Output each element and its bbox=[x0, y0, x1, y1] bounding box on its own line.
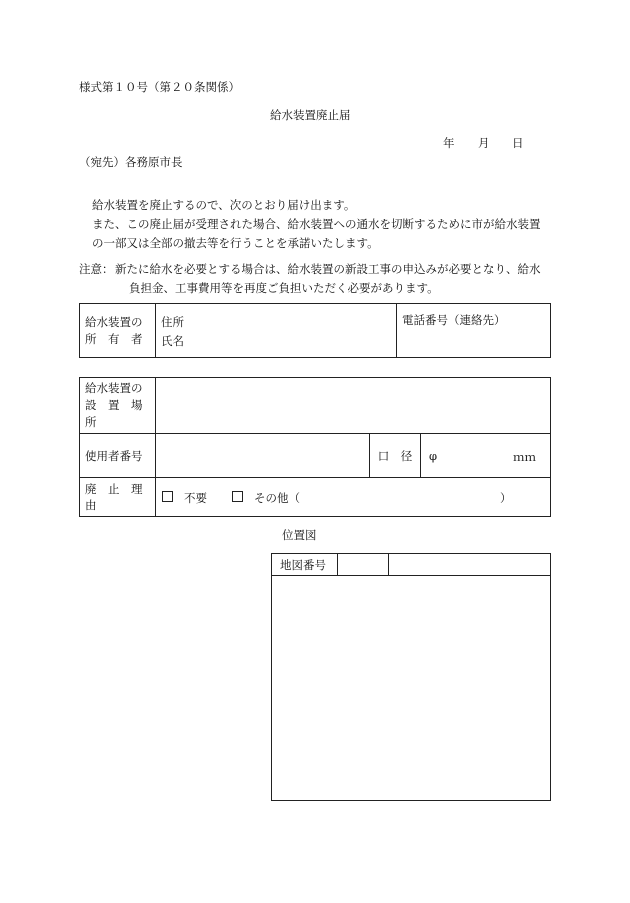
form-number: 様式第１０号（第２０条関係） bbox=[79, 80, 240, 94]
reason-value-cell bbox=[156, 478, 551, 517]
owner-label-line2: 所 有 者 bbox=[85, 331, 143, 346]
phi-symbol: φ bbox=[429, 448, 438, 463]
body-line-2: また、この廃止届が受理された場合、給水装置への通水を切断するために市が給水装置 bbox=[92, 217, 541, 231]
date-month-label: 月 bbox=[478, 136, 490, 150]
reason-label: 廃 止 理 由 bbox=[85, 482, 154, 512]
note-line-1: 新たに給水を必要とする場合は、給水装置の新設工事の申込みが必要となり、給水 bbox=[115, 262, 541, 276]
diameter-value-cell[interactable] bbox=[421, 434, 551, 478]
recipient: （宛先）各務原市長 bbox=[79, 155, 183, 169]
option-unneeded-label: 不要 bbox=[184, 491, 207, 505]
map-table bbox=[271, 553, 551, 801]
location-value-cell[interactable] bbox=[156, 378, 551, 434]
map-number-label: 地図番号 bbox=[280, 557, 326, 572]
location-label-line2: 設 置 場 所 bbox=[85, 398, 154, 429]
map-title: 位置図 bbox=[282, 528, 317, 542]
date-year-label: 年 bbox=[443, 136, 455, 150]
location-label-cell bbox=[80, 378, 156, 434]
owner-table bbox=[79, 303, 551, 358]
map-drawing-area[interactable] bbox=[272, 576, 551, 801]
checkbox-other[interactable] bbox=[232, 490, 243, 504]
owner-label-cell bbox=[80, 304, 156, 358]
reason-label-cell bbox=[80, 478, 156, 517]
checkbox-unneeded[interactable] bbox=[162, 490, 173, 504]
diameter-label: 口 径 bbox=[377, 448, 413, 463]
close-paren: ） bbox=[500, 491, 512, 505]
mm-unit: ｍｍ bbox=[513, 449, 536, 464]
diameter-label-cell bbox=[370, 434, 421, 478]
note-label: 注意： bbox=[79, 262, 114, 276]
map-number-label-cell bbox=[272, 554, 338, 576]
option-other-label: その他（ bbox=[254, 491, 300, 505]
name-label: 氏名 bbox=[161, 334, 184, 348]
phone-cell[interactable] bbox=[397, 304, 551, 358]
owner-address-name-cell[interactable] bbox=[156, 304, 397, 358]
user-number-value-cell[interactable] bbox=[156, 434, 370, 478]
form-title: 給水装置廃止届 bbox=[270, 108, 351, 122]
address-label: 住所 bbox=[161, 315, 184, 329]
user-number-label: 使用者番号 bbox=[85, 448, 143, 463]
note-line-2: 負担金、工事費用等を再度ご負担いただく必要があります。 bbox=[129, 281, 439, 295]
user-number-label-cell bbox=[80, 434, 156, 478]
map-number-value-cell-1[interactable] bbox=[338, 554, 389, 576]
map-number-value-cell-2[interactable] bbox=[389, 554, 551, 576]
location-label-line1: 給水装置の bbox=[85, 381, 143, 395]
body-line-3: の一部又は全部の撤去等を行うことを承諾いたします。 bbox=[92, 236, 379, 250]
date-day-label: 日 bbox=[512, 136, 524, 150]
owner-label-line1: 給水装置の bbox=[85, 314, 143, 329]
info-table bbox=[79, 377, 551, 517]
phone-label: 電話番号（連絡先） bbox=[402, 313, 506, 327]
body-line-1: 給水装置を廃止するので、次のとおり届け出ます。 bbox=[92, 198, 356, 212]
